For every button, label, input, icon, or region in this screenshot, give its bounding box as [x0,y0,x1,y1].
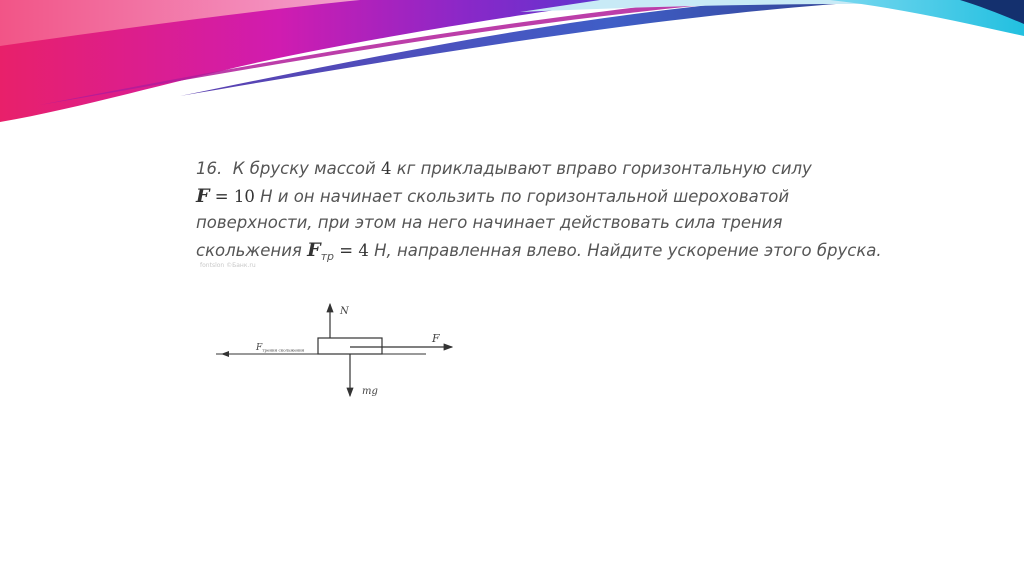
gravity-label: mg [362,386,378,397]
force-diagram [210,296,470,408]
problem-line-4: скольжения $F_{тр} = 4$ Н, направленная влево. Найдите ускорение этого бруска. [196,238,882,263]
friction-subscript: тр [320,249,334,263]
decorative-banner [0,0,1024,125]
applied-force-label: F [432,332,440,345]
normal-force-label: N [340,306,349,317]
watermark: fontslon ©Банк.ru [200,262,256,269]
mass-value: 4 [380,159,392,178]
force-symbol: F [196,184,210,207]
problem-text [196,156,882,270]
friction-label-subscript: трения скольжения [262,347,305,353]
friction-force-label: Fтрения скольжения [256,343,305,353]
force-value: = 10 [214,186,255,206]
problem-line-2: F = 10 Н и он начинает скользить по горизонтальной шероховатой [196,184,790,207]
problem-line-1: 16. К бруску массой 4 кг прикладывают вправо горизонтальную силу [196,159,812,178]
friction-value: = 4 [339,240,369,260]
block [318,338,382,354]
problem-line-3: поверхности, при этом на него начинает действовать сила трения [196,213,783,232]
problem-number: 16. [196,159,223,178]
friction-symbol: F [307,238,321,261]
